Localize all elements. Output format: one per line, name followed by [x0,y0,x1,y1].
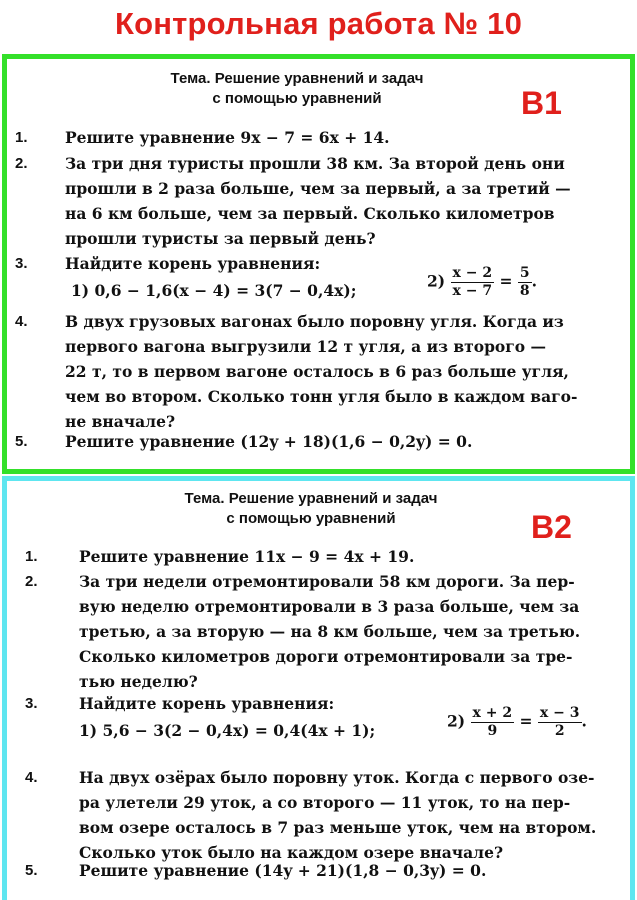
v1-fraction-2 [518,265,532,300]
v1-task-1-text: Решите уравнение 9x − 7 = 6x + 14. [65,128,390,147]
v2-task-2-number: 2. [25,573,38,590]
v2-fraction-1 [471,705,515,740]
v1-topic-lead: Тема. [170,70,211,87]
v1-task-2-line-4: прошли туристы за первый день? [65,229,376,248]
v2-topic [111,489,511,529]
v2-fraction-2-num: x − 3 [539,705,580,721]
v1-fraction-1-num: x − 2 [452,265,493,281]
v1-eq2-end: . [531,271,538,291]
v2-task-2-line-3: третью, а за вторую — на 8 км больше, чем за третью. [79,622,581,641]
v2-topic-lead: Тема. [184,490,225,507]
v1-task-4-line-5: не вначале? [65,412,176,431]
v2-task-3-line-1: Найдите корень уравнения: [79,694,335,713]
v1-task-1-number: 1. [15,129,28,146]
v1-task-2-line-3: на 6 км больше, чем за первый. Сколько километров [65,204,555,223]
v2-eq2-label: 2) [447,711,466,731]
v1-task-5-text: Решите уравнение (12y + 18)(1,6 − 0,2y) = 0. [65,432,473,451]
v2-task-4-line-1: На двух озёрах было поровну уток. Когда с первого озе- [79,768,595,787]
v1-task-2-number: 2. [15,155,28,172]
v1-topic [97,69,497,109]
v1-task-4-number: 4. [15,313,28,330]
variant-1-card [2,54,635,474]
v2-task-2-line-1: За три недели отремонтировали 58 км дороги. За пер- [79,572,575,591]
v2-fraction-2-den: 2 [554,723,565,739]
v1-topic-line2: с помощью уравнений [212,90,382,107]
v1-task-3-eq-1: 1) 0,6 − 1,6(x − 4) = 3(7 − 0,4x); [71,281,357,300]
v2-fraction-2 [538,705,582,740]
v1-task-4-line-2: первого вагона выгрузили 12 т угля, а из второго — [65,337,546,356]
v2-task-4-line-2: ра улетели 29 уток, а со второго — 11 уток, то на пер- [79,793,571,812]
v1-task-3-line-1: Найдите корень уравнения: [65,254,321,273]
v1-task-4-line-4: чем во втором. Сколько тонн угля было в каждом ваго- [65,387,578,406]
v1-variant-label: В1 [521,85,562,121]
v1-task-3-number: 3. [15,255,28,272]
v2-fraction-1-num: x + 2 [472,705,513,721]
v1-task-3-eq-2 [427,265,537,300]
v1-task-2-line-1: За три дня туристы прошли 38 км. За второй день они [65,154,565,173]
v2-eq2-end: . [581,711,587,731]
v2-task-4-line-4: Сколько уток было на каждом озере вначале? [79,843,504,862]
v1-eq2-label: 2) [427,271,446,291]
v2-task-2-line-5: тью неделю? [79,672,198,691]
v2-fraction-1-den: 9 [487,723,498,739]
v1-task-2-line-2: прошли в 2 раза больше, чем за первый, а за третий — [65,179,571,198]
v1-task-5-number: 5. [15,433,28,450]
v2-task-2-line-2: вую неделю отремонтировали в 3 раза больше, чем за [79,597,580,616]
v2-task-4-line-3: вом озере осталось в 7 раз меньше уток, чем на втором. [79,818,597,837]
v1-task-4-line-1: В двух грузовых вагонах было поровну угля. Когда из [65,312,564,331]
v2-task-5-text: Решите уравнение (14y + 21)(1,8 − 0,3y) = 0. [79,861,487,880]
v2-topic-line2: с помощью уравнений [226,510,396,527]
page-title: Контрольная работа № 10 [114,6,523,41]
v2-task-5-number: 5. [25,862,38,879]
v1-fraction-1 [451,265,495,300]
v2-task-3-eq-1: 1) 5,6 − 3(2 − 0,4x) = 0,4(4x + 1); [79,721,376,740]
v2-eq2-equals: = [519,711,533,731]
v1-fraction-2-den: 8 [519,283,530,299]
v1-topic-rest: Решение уравнений и задач [214,70,424,87]
v2-task-3-eq-2 [447,705,587,740]
v2-task-1-text: Решите уравнение 11x − 9 = 4x + 19. [79,547,415,566]
v2-variant-label: В2 [531,509,572,545]
v2-topic-rest: Решение уравнений и задач [228,490,438,507]
v2-task-1-number: 1. [25,548,38,565]
v2-task-4-number: 4. [25,769,38,786]
variant-2-card [2,476,635,900]
v1-fraction-2-num: 5 [519,265,530,281]
v1-task-4-line-3: 22 т, то в первом вагоне осталось в 6 раз больше угля, [65,362,569,381]
v2-task-2-line-4: Сколько километров дороги отремонтировали за тре- [79,647,573,666]
v1-eq2-equals: = [499,271,513,291]
v2-task-3-number: 3. [25,695,38,712]
v1-fraction-1-den: x − 7 [452,283,493,299]
